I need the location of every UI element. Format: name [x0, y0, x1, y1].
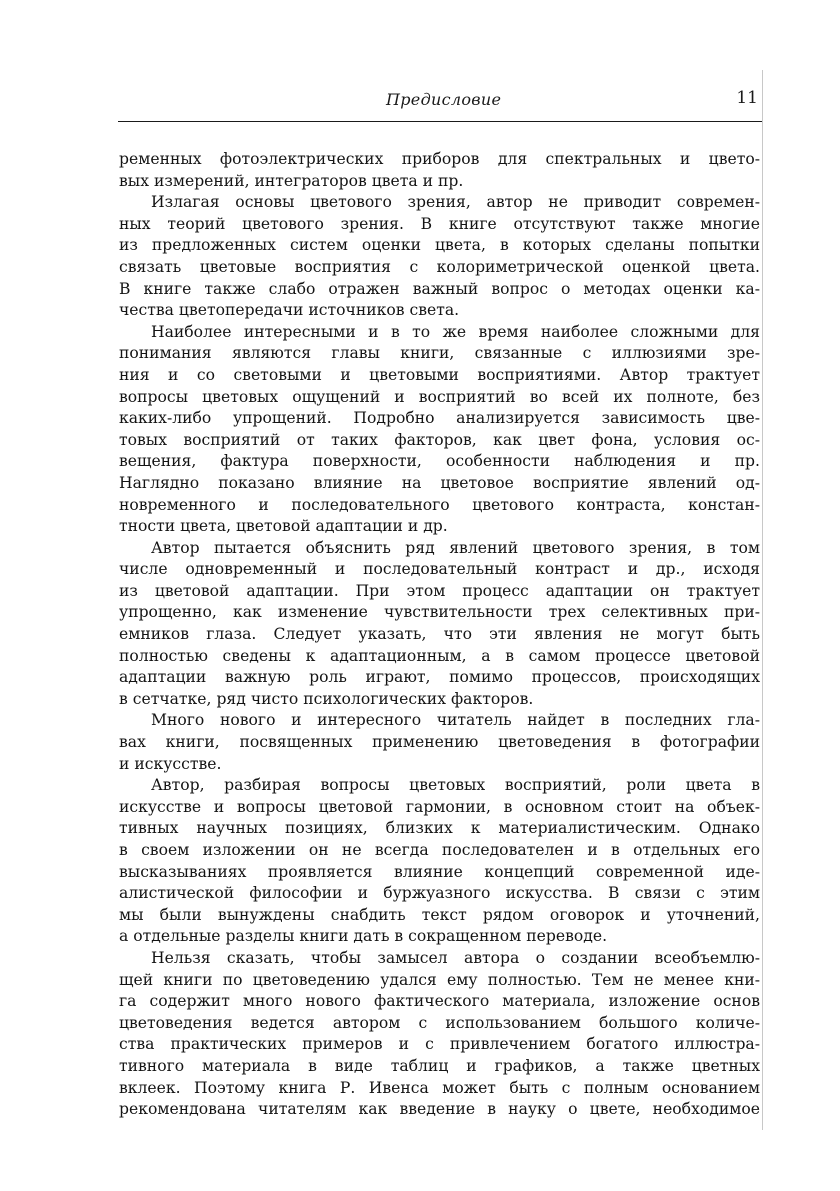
- text-line: чества цветопередачи источников света.: [119, 301, 460, 320]
- paragraph: [119, 322, 760, 538]
- text-line: тивных научных позициях, близких к материалистическим. Однако: [119, 819, 760, 838]
- text-line: Автор, разбирая вопросы цветовых восприятий, роли цвета в: [151, 776, 760, 795]
- text-line: ства практических примеров и с привлечением богатого иллюстра-: [119, 1035, 760, 1054]
- running-head: [120, 88, 762, 118]
- text-line: Наглядно показано влияние на цветовое восприятие явлений од-: [119, 473, 760, 492]
- text-line: новременного и последовательного цветового контраста, констан-: [119, 495, 760, 514]
- text-line: полностью сведены к адаптационным, а в самом процессе цветовой: [119, 646, 760, 665]
- text-line: алистической философии и буржуазного искусства. В связи с этим: [119, 884, 760, 903]
- text-line: вклеек. Поэтому книга Р. Ивенса может быть с полным основанием: [119, 1078, 760, 1097]
- text-line: вещения, фактура поверхности, особенности наблюдения и пр.: [119, 452, 760, 471]
- text-line: Нельзя сказать, чтобы замысел автора о создании всеобъемлю-: [151, 948, 760, 967]
- text-line: ния и со световыми и цветовыми восприятиями. Автор трактует: [119, 365, 760, 384]
- text-line: емников глаза. Следует указать, что эти явления не могут быть: [119, 625, 760, 644]
- text-line: Излагая основы цветового зрения, автор не приводит современ-: [151, 193, 760, 212]
- text-line: в своем изложении он не всегда последователен и в отдельных его: [119, 841, 760, 859]
- text-line: товых восприятий от таких факторов, как цвет фона, условия ос-: [119, 430, 760, 449]
- text-line: вопросы цветовых ощущений и восприятий во всей их полноте, без: [119, 387, 760, 406]
- text-line: вых измерений, интеграторов цвета и пр.: [119, 171, 464, 190]
- text-line: в сетчатке, ряд чисто психологических факторов.: [119, 689, 534, 708]
- paragraph: [119, 775, 760, 948]
- text-line: тности цвета, цветовой адаптации и др.: [119, 517, 448, 536]
- text-line: каких-либо упрощений. Подробно анализируется зависимость цве-: [119, 409, 760, 428]
- paragraph: [119, 538, 760, 711]
- text-line: Много нового и интересного читатель найдет в последних гла-: [151, 711, 760, 730]
- text-line: ременных фотоэлектрических приборов для спектральных и цвето-: [119, 150, 760, 168]
- page-edge-line: [762, 70, 763, 1130]
- text-line: и искусстве.: [119, 754, 222, 773]
- text-line: ных теорий цветового зрения. В книге отсутствуют также многие: [119, 214, 760, 233]
- text-line: га содержит много нового фактического материала, изложение основ: [119, 992, 760, 1011]
- text-line: цветоведения ведется автором с использованием большого количе-: [119, 1013, 760, 1032]
- paragraph: [119, 192, 760, 322]
- text-line: Наиболее интересными и в то же время наиболее сложными для: [151, 322, 760, 341]
- text-line: адаптации важную роль играют, помимо процессов, происходящих: [119, 668, 760, 687]
- text-line: из цветовой адаптации. При этом процесс адаптации он трактует: [119, 581, 760, 600]
- header-rule: [118, 121, 762, 122]
- text-line: вах книги, посвященных применению цветоведения в фотографии: [119, 733, 760, 752]
- page-number: 11: [736, 88, 758, 108]
- running-head-title: Предисловие: [386, 90, 502, 109]
- text-line: В книге также слабо отражен важный вопрос о методах оценки ка-: [119, 279, 760, 298]
- paragraph: [119, 948, 760, 1121]
- text-line: понимания являются главы книги, связанные с иллюзиями зре-: [119, 344, 760, 363]
- text-line: упрощенно, как изменение чувствительности трех селективных при-: [119, 603, 760, 622]
- text-line: из предложенных систем оценки цвета, в которых сделаны попытки: [119, 236, 760, 255]
- paragraph: [119, 710, 760, 775]
- text-line: рекомендована читателям как введение в науку о цвете, необходимое: [119, 1100, 760, 1119]
- text-line: а отдельные разделы книги дать в сокращенном переводе.: [119, 927, 608, 946]
- text-line: мы были вынуждены снабдить текст рядом оговорок и уточнений,: [119, 905, 760, 924]
- text-line: Автор пытается объяснить ряд явлений цветового зрения, в том: [151, 538, 760, 557]
- text-line: щей книги по цветоведению удался ему полностью. Тем не менее кни-: [119, 970, 760, 989]
- body-text: [119, 149, 760, 1121]
- text-line: тивного материала в виде таблиц и графиков, а также цветных: [119, 1056, 760, 1075]
- paragraph: [119, 149, 760, 192]
- text-line: искусстве и вопросы цветовой гармонии, в основном стоит на объек-: [119, 797, 760, 816]
- text-line: связать цветовые восприятия с колориметрической оценкой цвета.: [119, 257, 760, 276]
- text-line: числе одновременный и последовательный контраст и др., исходя: [119, 560, 760, 579]
- text-line: высказываниях проявляется влияние концепций современной иде-: [119, 862, 760, 881]
